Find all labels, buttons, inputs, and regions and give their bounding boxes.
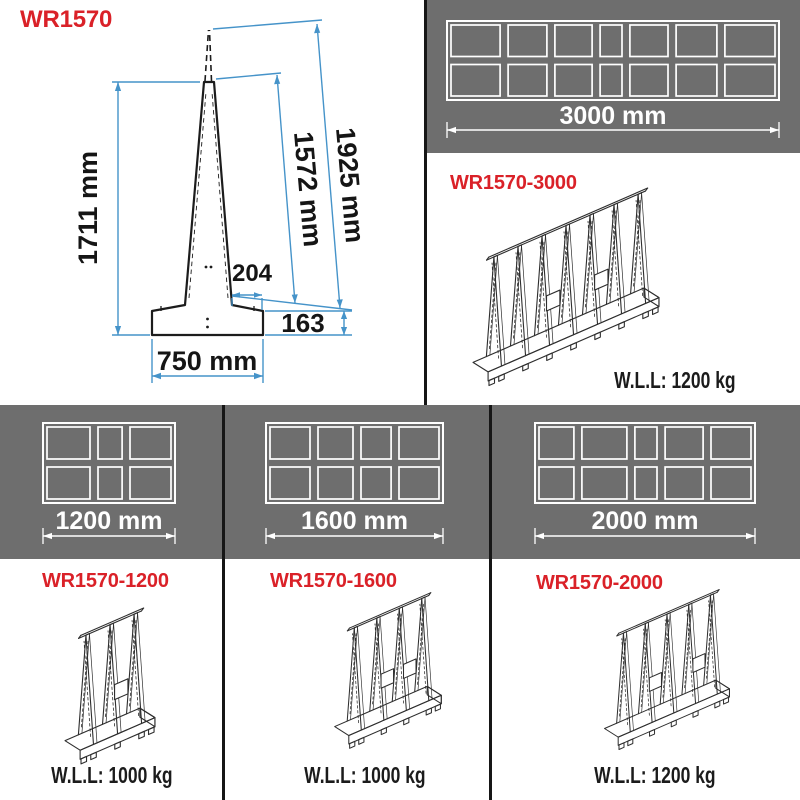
wll-2000: W.L.L: 1200 kg bbox=[594, 762, 716, 788]
variant-title-1600: WR1570-1600 bbox=[270, 570, 397, 592]
profile-title: WR1570 bbox=[20, 6, 113, 33]
hidden-tip-lines bbox=[205, 30, 212, 81]
width-label-1200: 1200 mm bbox=[55, 507, 163, 535]
front-view-2000 bbox=[492, 405, 800, 559]
front-view-1600 bbox=[225, 405, 489, 559]
dim-label-1572: 1572 mm bbox=[287, 130, 328, 249]
dim-label-1711: 1711 mm bbox=[73, 150, 103, 266]
wll-1200: W.L.L: 1000 kg bbox=[51, 762, 173, 788]
panel-profile bbox=[0, 0, 424, 405]
dim-label-750: 750 mm bbox=[156, 346, 258, 376]
dim-label-163: 163 bbox=[281, 308, 325, 338]
dim-label-1925: 1925 mm bbox=[329, 126, 370, 245]
profile-drawing bbox=[0, 0, 425, 405]
panel-front-2000 bbox=[492, 405, 800, 559]
iso-rack-2000 bbox=[600, 585, 734, 754]
iso-rack-3000 bbox=[468, 183, 664, 391]
variant-title-3000: WR1570-3000 bbox=[450, 172, 577, 194]
width-label-3000: 3000 mm bbox=[559, 102, 667, 130]
wll-3000: W.L.L: 1200 kg bbox=[614, 367, 736, 393]
panel-front-3000 bbox=[427, 0, 800, 153]
front-view-1200 bbox=[0, 405, 222, 559]
front-view-3000 bbox=[427, 0, 800, 153]
iso-rack-1200 bbox=[60, 603, 160, 769]
dim-label-204: 204 bbox=[231, 260, 273, 287]
width-label-2000: 2000 mm bbox=[591, 507, 699, 535]
wll-1600: W.L.L: 1000 kg bbox=[304, 762, 426, 788]
width-label-1600: 1600 mm bbox=[300, 507, 409, 535]
panel-front-1600 bbox=[225, 405, 489, 559]
variant-title-2000: WR1570-2000 bbox=[536, 572, 663, 594]
panel-front-1200 bbox=[0, 405, 222, 559]
variant-title-1200: WR1570-1200 bbox=[42, 570, 169, 592]
iso-rack-1600 bbox=[330, 588, 446, 753]
